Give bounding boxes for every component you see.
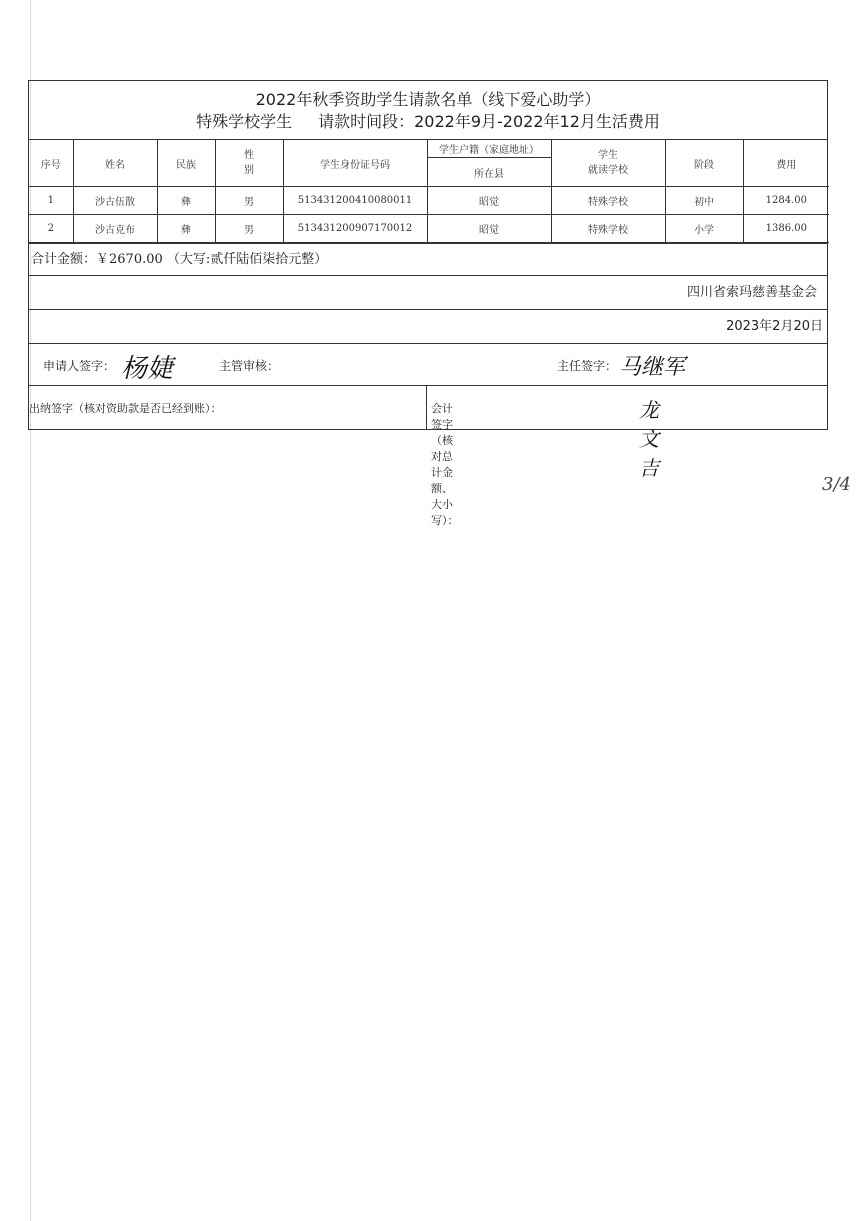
header-gender: 性 别 (215, 140, 283, 187)
cell-ethnicity: 彝 (157, 187, 215, 215)
table-row (29, 215, 829, 243)
form-date: 2023年2月20日 (29, 309, 827, 343)
organization-name: 四川省索玛慈善基金会 (29, 275, 827, 309)
cell-seq: 2 (29, 215, 73, 243)
header-county: 所在县 (427, 158, 551, 187)
cell-gender: 男 (215, 215, 283, 243)
cell-county: 昭觉 (427, 215, 551, 243)
finance-signature-row (29, 385, 827, 527)
form-title: 2022年秋季资助学生请款名单（线下爱心助学） (255, 90, 601, 109)
request-period: 请款时间段：2022年9月-2022年12月生活费用 (318, 112, 660, 131)
total-amount: 合计金额：￥2670.00 （大写:贰仟陆佰柒拾元整） (29, 243, 827, 275)
director-label: 主任签字： (557, 359, 618, 373)
cell-name: 沙古伍散 (73, 187, 157, 215)
accountant-label: 会计签字（核对总计金额、大小写）： (431, 402, 459, 527)
header-id-number: 学生身份证号码 (283, 140, 427, 187)
header-fee: 费用 (743, 140, 829, 187)
request-form (28, 80, 828, 527)
cell-name: 沙古克布 (73, 215, 157, 243)
form-title-block (29, 81, 827, 140)
cell-school: 特殊学校 (551, 187, 665, 215)
header-stage: 阶段 (665, 140, 743, 187)
cell-id-number: 513431200410080011 (283, 187, 427, 215)
cell-fee: 1386.00 (743, 215, 829, 243)
cashier-label: 出纳签字（核对资助款是否已经到账）： (29, 402, 222, 415)
header-household: 学生户籍（家庭地址） (427, 140, 551, 158)
applicant-label: 申请人签字： (43, 359, 116, 373)
cell-stage: 小学 (665, 215, 743, 243)
cell-ethnicity: 彝 (157, 215, 215, 243)
accountant-signature: 龙文吉 (639, 398, 659, 480)
student-category: 特殊学校学生 (196, 112, 293, 131)
form-subtitle (29, 111, 827, 133)
student-table (29, 140, 829, 243)
margin-handwritten-note: 3/4 (822, 474, 851, 495)
cell-fee: 1284.00 (743, 187, 829, 215)
signature-row (29, 343, 827, 385)
header-name: 姓名 (73, 140, 157, 187)
header-school: 学生 就读学校 (551, 140, 665, 187)
table-row (29, 187, 829, 215)
supervisor-label: 主管审核： (219, 359, 280, 373)
cashier-cell (29, 386, 427, 429)
director-signature: 马继军 (619, 355, 686, 380)
header-seq: 序号 (29, 140, 73, 187)
cell-stage: 初中 (665, 187, 743, 215)
cell-school: 特殊学校 (551, 215, 665, 243)
cell-seq: 1 (29, 187, 73, 215)
cell-gender: 男 (215, 187, 283, 215)
cell-id-number: 513431200907170012 (283, 215, 427, 243)
header-ethnicity: 民族 (157, 140, 215, 187)
applicant-signature: 杨婕 (121, 354, 174, 384)
cell-county: 昭觉 (427, 187, 551, 215)
